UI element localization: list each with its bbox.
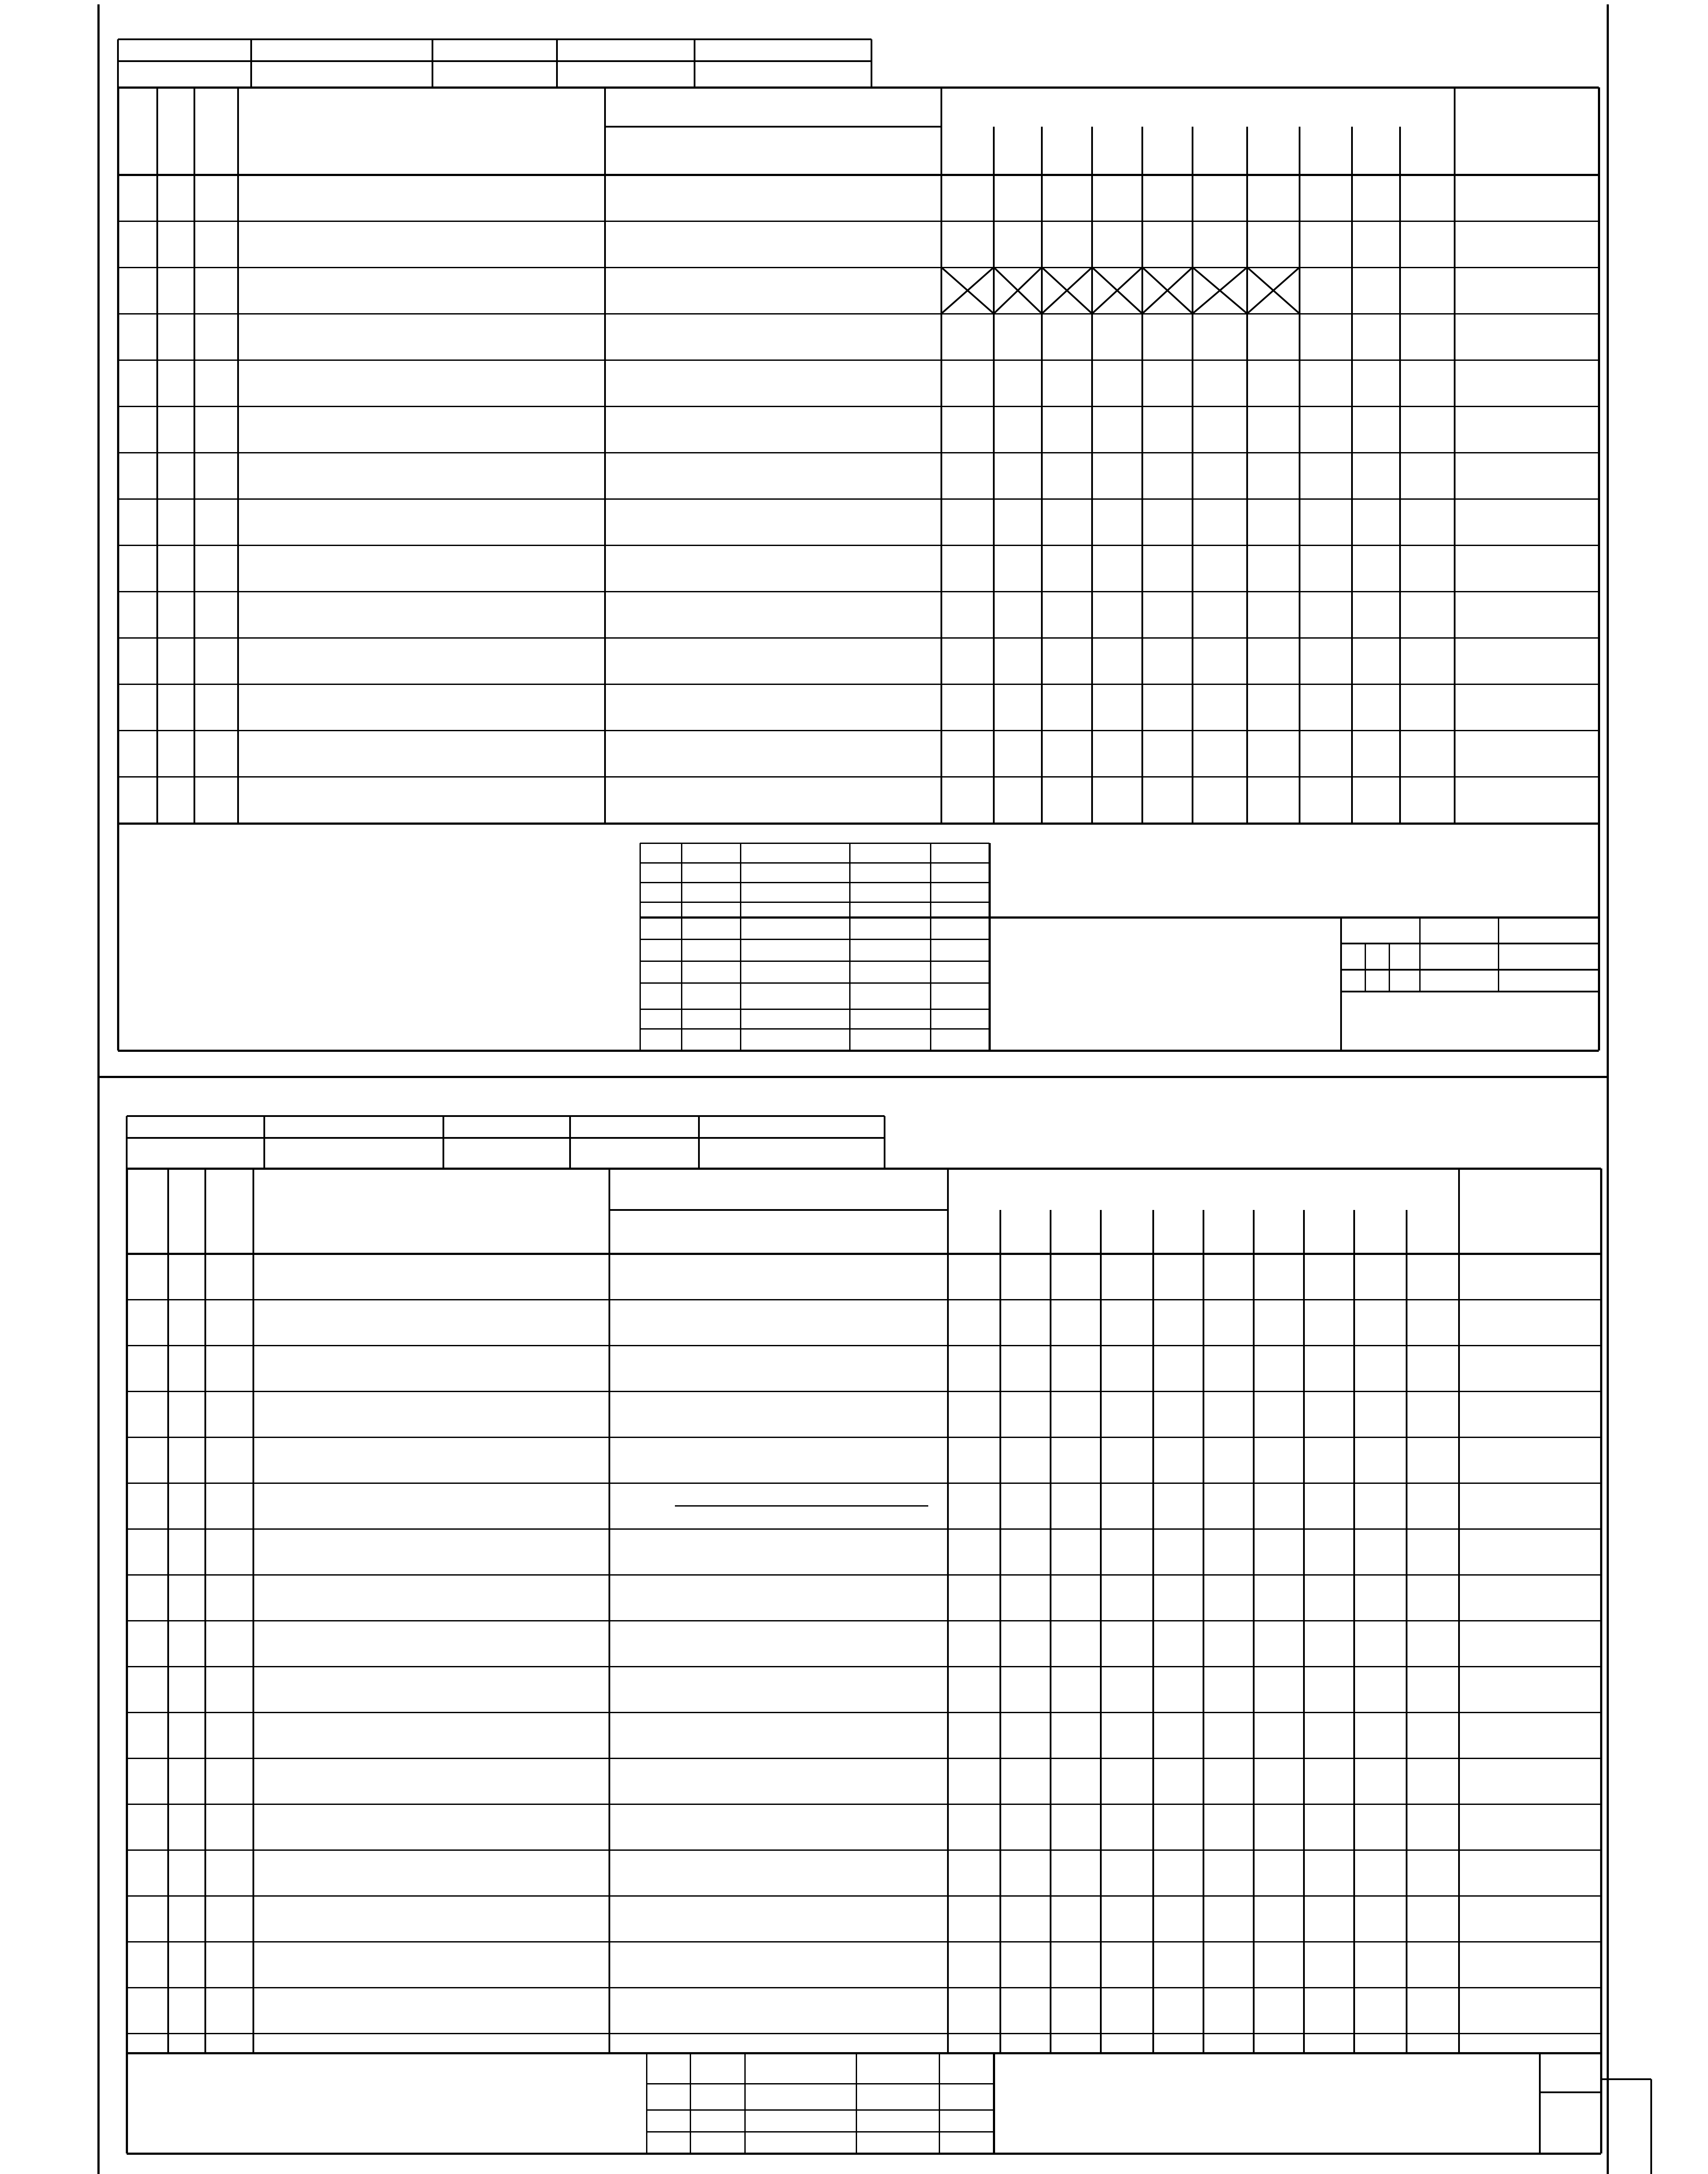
title-block-line bbox=[647, 2083, 994, 2084]
stamp-line bbox=[117, 39, 119, 87]
table-bottom-line bbox=[127, 2052, 1601, 2054]
table-row-line bbox=[118, 221, 1599, 222]
table-row-line bbox=[127, 1804, 1601, 1805]
table-row-line bbox=[127, 1391, 1601, 1392]
table-row-line bbox=[118, 452, 1599, 453]
table-row-line bbox=[127, 2033, 1601, 2034]
table-row-line bbox=[127, 1574, 1601, 1576]
title-block-line bbox=[1341, 943, 1599, 944]
stamp-line bbox=[250, 39, 252, 87]
stamp-line bbox=[263, 1116, 265, 1168]
table-row-line bbox=[127, 1849, 1601, 1851]
table-row-line bbox=[118, 823, 1599, 824]
table-row-line bbox=[127, 1528, 1601, 1530]
stamp-line bbox=[127, 1115, 885, 1117]
title-block-line bbox=[640, 961, 989, 962]
variant-column-line bbox=[1454, 127, 1456, 823]
title-block-line bbox=[640, 882, 989, 883]
table-row-line bbox=[127, 1345, 1601, 1346]
column-line bbox=[156, 87, 158, 823]
stamp-line bbox=[871, 39, 872, 87]
table-row-line bbox=[127, 1666, 1601, 1667]
title-block-line bbox=[1540, 2091, 1601, 2093]
title-block-line bbox=[640, 982, 989, 984]
table-row-line bbox=[118, 267, 1599, 268]
table-row-line bbox=[127, 1437, 1601, 1438]
table-row-line bbox=[118, 498, 1599, 500]
title-block-line bbox=[939, 2053, 940, 2153]
cross-out-mark bbox=[941, 267, 994, 314]
column-line bbox=[194, 87, 195, 823]
title-block-line bbox=[1539, 2053, 1541, 2153]
cross-out-mark bbox=[1092, 267, 1142, 314]
corner-box-line bbox=[1650, 2079, 1652, 2174]
title-block-line bbox=[1340, 917, 1342, 1051]
sheet-bottom-line bbox=[127, 2153, 1601, 2155]
title-block-line bbox=[690, 2053, 691, 2153]
title-block-line bbox=[640, 1009, 989, 1010]
table-header-line bbox=[118, 174, 1599, 176]
variant-column-line bbox=[1041, 127, 1043, 823]
variant-column-line bbox=[1458, 1210, 1460, 2053]
stamp-line bbox=[884, 1116, 885, 1168]
title-block-line bbox=[1341, 969, 1599, 971]
table-row-line bbox=[127, 1987, 1601, 1988]
title-block-line bbox=[1389, 944, 1390, 992]
table-row-line bbox=[118, 359, 1599, 361]
title-block-line bbox=[849, 843, 851, 1051]
fraction-line bbox=[675, 1505, 928, 1507]
column-line bbox=[604, 87, 606, 823]
stamp-line bbox=[118, 38, 871, 40]
title-block-line bbox=[1419, 917, 1421, 992]
title-block-line bbox=[930, 843, 931, 1051]
title-block-line bbox=[740, 843, 741, 1051]
variant-column-line bbox=[993, 127, 995, 823]
column-line bbox=[204, 1168, 206, 2053]
title-block-line bbox=[1498, 917, 1499, 992]
sheet-bottom-line bbox=[118, 1050, 1599, 1052]
title-block-line bbox=[744, 2053, 746, 2153]
stamp-line bbox=[127, 1137, 885, 1139]
stamp-line bbox=[432, 39, 433, 87]
variant-column-line bbox=[947, 1210, 949, 2053]
variant-column-line bbox=[940, 127, 942, 823]
table-row-line bbox=[127, 1895, 1601, 1897]
corner-box-line bbox=[1601, 2078, 1651, 2080]
title-block-line bbox=[640, 843, 989, 844]
title-block-line bbox=[647, 2131, 994, 2133]
stamp-line bbox=[698, 1116, 700, 1168]
stamp-line bbox=[443, 1116, 444, 1168]
page-right-border bbox=[1607, 4, 1609, 2174]
variant-column-line bbox=[1203, 1210, 1204, 2053]
stamp-line bbox=[556, 39, 558, 87]
variant-column-line bbox=[1100, 1210, 1102, 2053]
cross-out-mark bbox=[1247, 267, 1300, 314]
qty-subheader-line bbox=[605, 126, 941, 128]
table-row-line bbox=[127, 1299, 1601, 1300]
title-block-line bbox=[856, 2053, 857, 2153]
table-right-line bbox=[1598, 87, 1600, 1051]
table-left-line bbox=[126, 1168, 128, 2153]
stamp-line bbox=[118, 60, 871, 62]
variant-column-line bbox=[999, 1210, 1001, 2053]
table-row-line bbox=[118, 730, 1599, 731]
column-line bbox=[252, 1168, 254, 2053]
stamp-line bbox=[126, 1116, 128, 1168]
table-row-line bbox=[118, 637, 1599, 639]
table-row-line bbox=[127, 1941, 1601, 1942]
column-line bbox=[167, 1168, 169, 2053]
table-row-line bbox=[118, 406, 1599, 407]
table-row-line bbox=[118, 776, 1599, 778]
title-block-line bbox=[640, 1028, 989, 1030]
cross-out-mark bbox=[1042, 267, 1092, 314]
variant-column-line bbox=[1353, 1210, 1355, 2053]
title-block-line bbox=[1341, 991, 1599, 992]
variant-column-line bbox=[1253, 1210, 1255, 2053]
title-block-line bbox=[640, 902, 989, 903]
table-row-line bbox=[118, 684, 1599, 685]
title-block-line bbox=[681, 843, 682, 1051]
cross-out-mark bbox=[1142, 267, 1193, 314]
title-block-line bbox=[647, 2109, 994, 2111]
table-top-line bbox=[118, 86, 1599, 89]
table-header-line bbox=[127, 1253, 1601, 1255]
title-block-line bbox=[989, 843, 991, 1051]
variant-column-line bbox=[1406, 1210, 1407, 2053]
variant-column-line bbox=[1351, 127, 1353, 823]
variant-column-line bbox=[1246, 127, 1248, 823]
qty-subheader-line bbox=[609, 1209, 948, 1211]
table-row-line bbox=[118, 545, 1599, 546]
variant-column-line bbox=[1192, 127, 1193, 823]
table-row-line bbox=[127, 1620, 1601, 1621]
variant-column-line bbox=[1399, 127, 1401, 823]
title-block-line bbox=[640, 916, 1599, 919]
page-left-border bbox=[97, 4, 100, 2174]
title-block-line bbox=[640, 939, 989, 940]
sheet-divider bbox=[98, 1076, 1608, 1078]
title-block-line bbox=[993, 2053, 995, 2153]
table-top-line bbox=[127, 1168, 1601, 1170]
column-line bbox=[237, 87, 239, 823]
variant-column-line bbox=[1152, 1210, 1154, 2053]
variant-column-line bbox=[1299, 127, 1300, 823]
variant-column-line bbox=[1303, 1210, 1305, 2053]
stamp-line bbox=[694, 39, 695, 87]
title-block-line bbox=[640, 843, 641, 1051]
table-row-line bbox=[127, 1712, 1601, 1713]
variant-column-line bbox=[1050, 1210, 1051, 2053]
table-row-line bbox=[127, 1483, 1601, 1484]
cross-out-mark bbox=[994, 267, 1042, 314]
column-line bbox=[609, 1168, 610, 2053]
table-row-line bbox=[118, 591, 1599, 592]
table-row-line bbox=[127, 1758, 1601, 1759]
title-block-line bbox=[646, 2053, 647, 2153]
table-row-line bbox=[118, 313, 1599, 315]
cross-out-mark bbox=[1193, 267, 1247, 314]
title-block-line bbox=[1365, 944, 1366, 992]
variant-column-line bbox=[1091, 127, 1093, 823]
title-block-line bbox=[640, 862, 989, 864]
table-left-line bbox=[117, 87, 119, 1051]
variant-column-line bbox=[1141, 127, 1143, 823]
table-right-line bbox=[1600, 1168, 1602, 2153]
stamp-line bbox=[569, 1116, 571, 1168]
